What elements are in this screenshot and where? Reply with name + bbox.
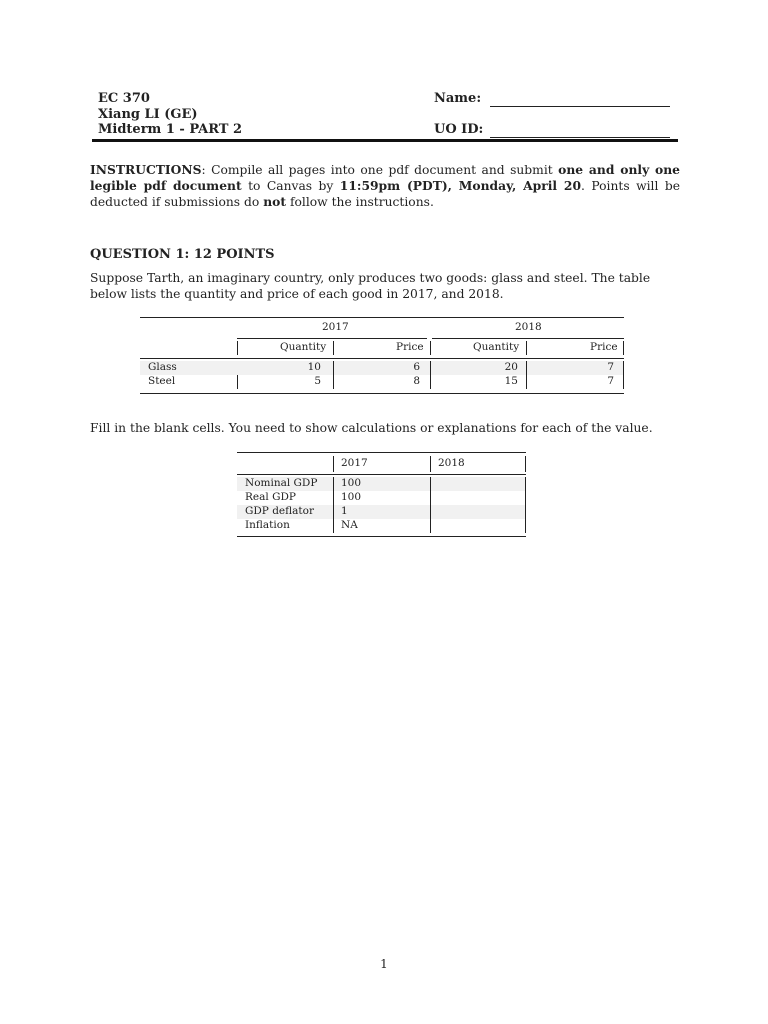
col-2018: 2018	[438, 457, 465, 469]
table-row	[140, 361, 624, 375]
instructions-deadline: 11:59pm (PDT), Monday, April 20	[339, 178, 582, 193]
page-number: 1	[380, 957, 388, 971]
row-label-glass: Glass	[148, 361, 177, 373]
uoid-label: UO ID:	[434, 122, 484, 137]
uoid-field[interactable]	[490, 127, 670, 138]
header-right	[434, 91, 670, 138]
instructions-bold-1: one and only one legible pdf document	[90, 162, 680, 193]
instructor-name: Xiang LI (GE)	[98, 106, 198, 122]
instructions-label: INSTRUCTIONS	[90, 162, 202, 177]
instructions-bold-not: not	[263, 194, 287, 209]
course-code: EC 370	[98, 91, 150, 106]
instructions-text-4: follow the instructions.	[286, 195, 434, 209]
row-label-nominal-gdp: Nominal GDP	[245, 477, 318, 489]
row-label-inflation: Inflation	[245, 519, 290, 531]
price-quantity-table	[140, 317, 624, 397]
row-label-steel: Steel	[148, 375, 176, 387]
instructions-text-1: : Compile all pages into one pdf document and submit	[201, 163, 559, 177]
question-text: Suppose Tarth, an imaginary country, only produces two goods: glass and steel. The table below lists the quantity and price of each good in 2017, and 2018.	[90, 271, 651, 301]
cell: 10	[307, 361, 321, 373]
cell: 15	[504, 375, 518, 387]
cell: 100	[341, 477, 362, 489]
exam-title: Midterm 1 - PART 2	[98, 122, 243, 137]
instructions-text-3: . Points will be deducted if submissions do	[90, 179, 680, 209]
cell: 1	[341, 505, 348, 517]
cell: 100	[341, 491, 362, 503]
instructions-text-2: to Canvas by	[241, 179, 340, 193]
uoid-row	[434, 122, 670, 138]
header-rule	[92, 139, 678, 142]
blank-cell[interactable]	[438, 505, 520, 519]
name-field[interactable]	[490, 96, 670, 107]
cell: 7	[607, 361, 614, 373]
blank-cell[interactable]	[438, 519, 520, 533]
cell: 7	[607, 375, 614, 387]
cell: NA	[341, 519, 358, 531]
cell: 5	[314, 375, 321, 387]
row-label-real-gdp: Real GDP	[245, 491, 296, 503]
cell: 8	[413, 375, 420, 387]
cell: 20	[504, 361, 518, 373]
instructions	[90, 162, 680, 210]
question-heading: QUESTION 1: 12 POINTS	[90, 247, 275, 262]
blank-cell[interactable]	[438, 491, 520, 505]
col-2017: 2017	[341, 457, 368, 469]
col-price-2018: Price	[590, 341, 618, 353]
year-2017-header: 2017	[322, 321, 349, 333]
name-label: Name:	[434, 91, 482, 106]
header-left	[98, 91, 242, 138]
row-label-gdp-deflator: GDP deflator	[245, 505, 314, 517]
name-row	[434, 91, 670, 107]
blank-cell[interactable]	[438, 477, 520, 491]
fill-instructions: Fill in the blank cells. You need to show calculations or explanations for each of the value.	[90, 421, 653, 435]
col-quantity-2018: Quantity	[473, 341, 520, 353]
col-quantity-2017: Quantity	[280, 341, 327, 353]
gdp-table	[237, 452, 526, 542]
col-price-2017: Price	[396, 341, 424, 353]
cell: 6	[413, 361, 420, 373]
year-2018-header: 2018	[515, 321, 542, 333]
